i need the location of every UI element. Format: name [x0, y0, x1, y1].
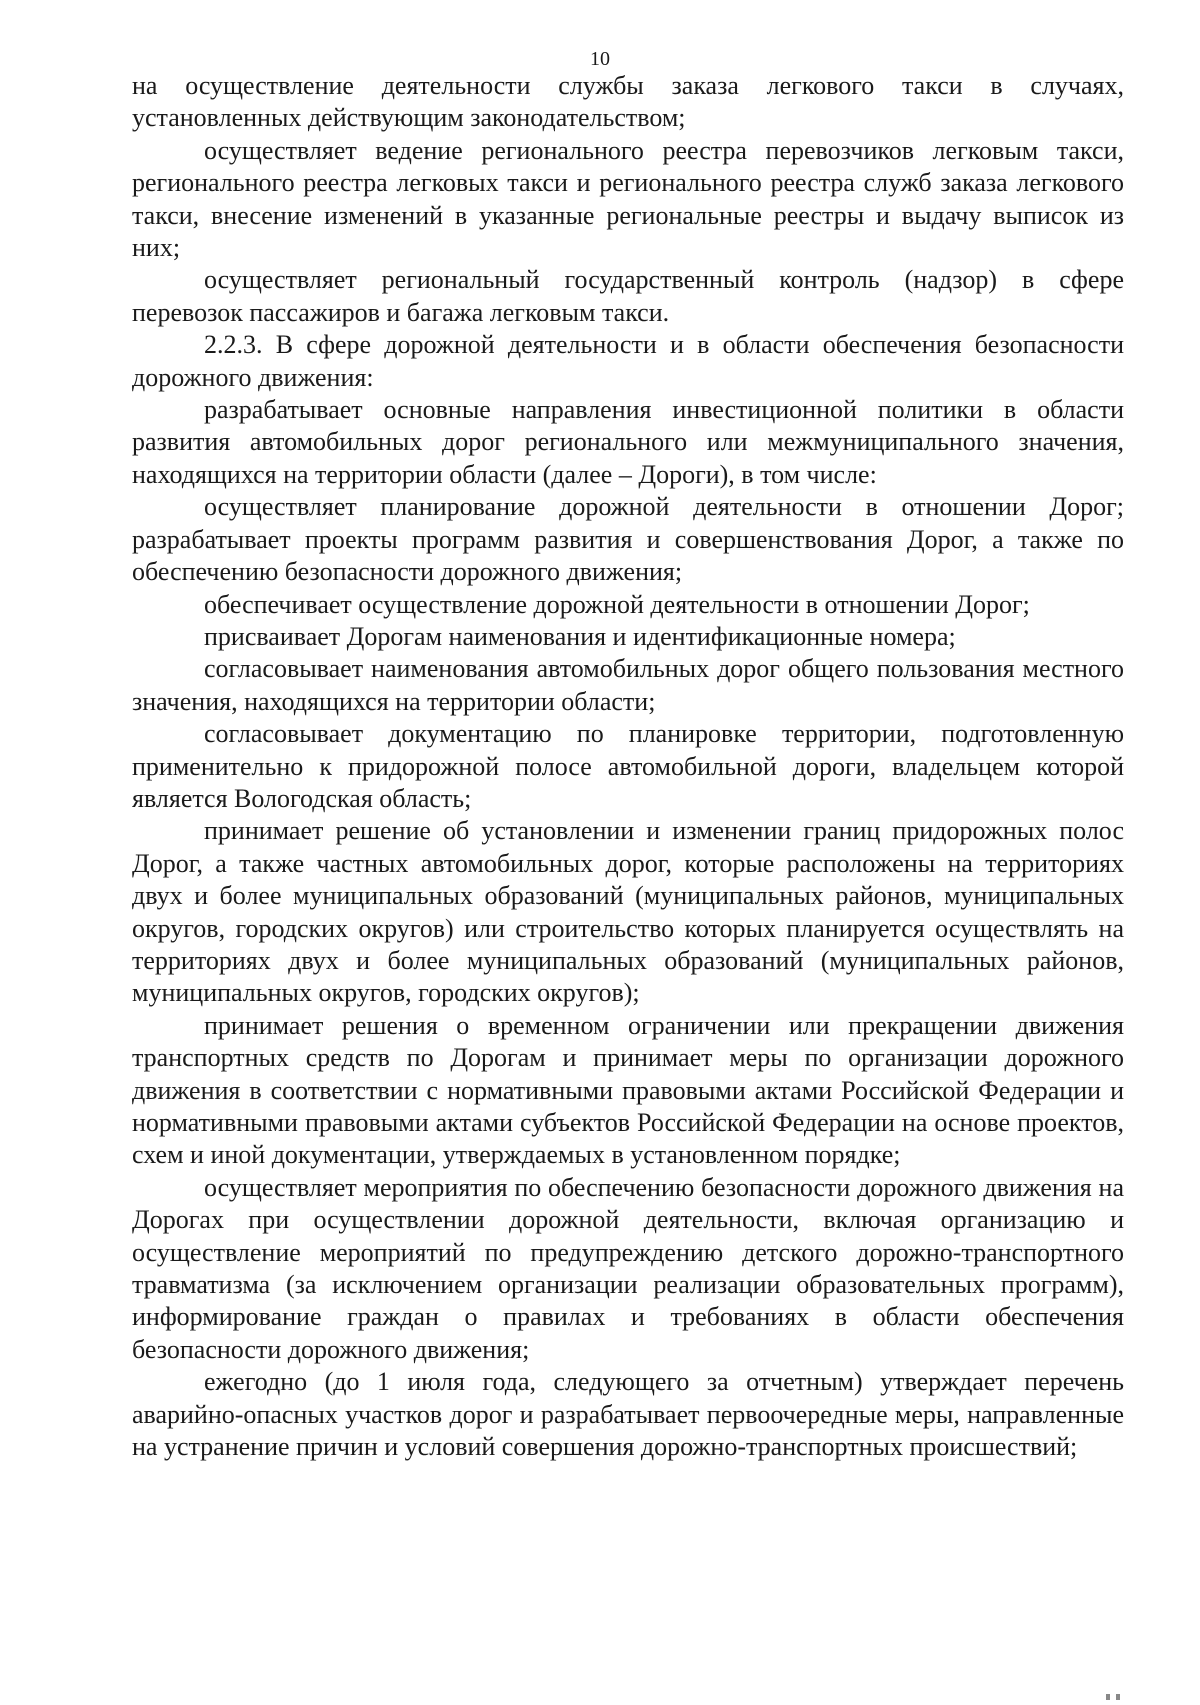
paragraph: разрабатывает основные направления инвестиционной политики в области развития автомобильных дорог регионального или межмуниципального значения, находящихся на территории области (далее – Дороги), в том числе:: [132, 395, 1124, 489]
paragraph: принимает решение об установлении и изменении границ придорожных полос Дорог, а также частных автомобильных дорог, которые расположены на территориях двух и более муниципальных образований (муниципальных районов, муниципальных округов, городских округов) или строительство которых планируется осуществлять на территориях двух и более муниципальных образований (муниципальных районов, муниципальных округов, городских округов);: [132, 816, 1124, 1008]
paragraph: на осуществление деятельности службы заказа легкового такси в случаях, установленных действующим законодательством;: [132, 71, 1124, 133]
paragraph: ежегодно (до 1 июля года, следующего за отчетным) утверждает перечень аварийно-опасных участков дорог и разрабатывает первоочередные меры, направленные на устранение причин и условий совершения дорожно-транспортных происшествий;: [132, 1367, 1124, 1462]
page-number: 10: [590, 48, 610, 70]
paragraph: осуществляет региональный государственный контроль (надзор) в сфере перевозок пассажиров и багажа легковым такси.: [132, 265, 1124, 327]
document-body: [132, 70, 1124, 1463]
paragraph: осуществляет ведение регионального реестра перевозчиков легковым такси, регионального реестра легковых такси и регионального реестра служб заказа легкового такси, внесение изменений в указанные региональные реестры и выдачу выписок из них;: [132, 135, 1124, 263]
section-heading-paragraph: 2.2.3. В сфере дорожной деятельности и в области обеспечения безопасности дорожного движения:: [132, 330, 1124, 392]
paragraph: присваивает Дорогам наименования и идентификационные номера;: [204, 621, 956, 651]
paragraph: обеспечивает осуществление дорожной деятельности в отношении Дорог;: [204, 589, 1030, 619]
paragraph: принимает решения о временном ограничении или прекращении движения транспортных средств по Дорогам и принимает меры по организации дорожного движения в соответствии с нормативными правовыми актами Российской Федерации и нормативными правовыми актами субъектов Российской Федерации на основе проектов, схем и иной документации, утверждаемых в установленном порядке;: [132, 1010, 1124, 1170]
paragraph: осуществляет планирование дорожной деятельности в отношении Дорог; разрабатывает проекты программ развития и совершенствования Дорог, а также по обеспечению безопасности дорожного движения;: [132, 492, 1124, 587]
paragraph: осуществляет мероприятия по обеспечению безопасности дорожного движения на Дорогах при осуществлении дорожной деятельности, включая организацию и осуществление мероприятий по предупреждению детского дорожно-транспортного травматизма (за исключением организации реализации образовательных программ), информирование граждан о правилах и требованиях в области обеспечения безопасности дорожного движения;: [132, 1172, 1124, 1364]
scan-artifact: [1100, 1687, 1160, 1697]
paragraph: согласовывает документацию по планировке территории, подготовленную применительно к придорожной полосе автомобильной дороги, владельцем которой является Вологодская область;: [132, 719, 1124, 813]
paragraph: согласовывает наименования автомобильных дорог общего пользования местного значения, находящихся на территории области;: [132, 654, 1124, 716]
